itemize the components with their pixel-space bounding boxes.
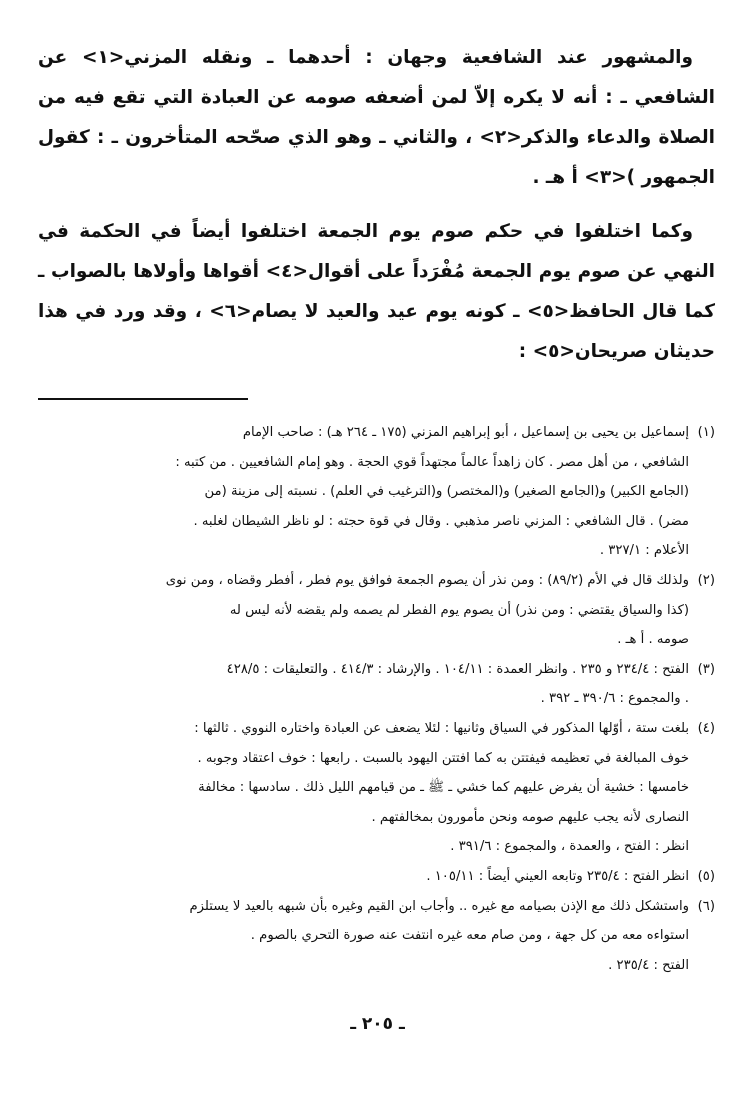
footnote-text: [38, 862, 689, 892]
footnote-line: الفتح : ٢٣٥/٤ .: [608, 957, 689, 973]
footnote-separator-wrap: [38, 398, 715, 400]
footnote-number: (٢): [697, 572, 715, 588]
footnote-text: [38, 566, 689, 655]
footnote-line: . والمجموع : ٣٩٠/٦ ـ ٣٩٢ .: [540, 691, 689, 707]
footnote-line: خوف المبالغة في تعظيمه فيفتتن به كما افتتن اليهود بالسبت . رابعها : خوف اعتقاد وجوبه .: [197, 750, 689, 766]
footnote-number: (٦): [697, 898, 715, 914]
footnote: [38, 862, 715, 892]
footnote-number: (٤): [697, 720, 715, 736]
footnote-text: [38, 418, 689, 566]
footnote-number: (٥): [697, 868, 715, 884]
paragraph-2: وكما اختلفوا في حكم صوم يوم الجمعة اختلفوا أيضاً في الحكمة في النهي عن صوم يوم الجمعة مُفْرَداً على أقوال<٤> أقواها وأولاها بالصواب ـ كما قال الحافظ<٥> ـ كونه يوم عيد والعيد لا يصام<٦> ، وقد ورد في هذا حديثان صريحان<٥> :: [38, 221, 715, 362]
footnote-line: الفتح : ٢٣٤/٤ و ٢٣٥ . وانظر العمدة : ١٠٤/١١ . والإرشاد : ٤١٤/٣ . والتعليقات : ٤٢٨/٥: [226, 661, 689, 677]
footnote-line: خامسها : خشية أن يفرض عليهم كما خشي ـ ﷺ ـ من قيامهم الليل ذلك . سادسها : مخالفة: [198, 780, 689, 796]
page-number: ـ ٢٠٥ ـ: [350, 1014, 405, 1034]
footnote-line: انظر الفتح : ٢٣٥/٤ وتابعه العيني أيضاً : ١٠٥/١١ .: [426, 868, 689, 884]
footnote-text: [38, 714, 689, 862]
footnote: [38, 892, 715, 981]
footnote-line: الأعلام : ٣٢٧/١ .: [599, 543, 689, 559]
footnote-line: صومه . أ هـ .: [617, 632, 689, 648]
footnote-line: بلغت ستة ، أوّلها المذكور في السياق وثانيها : لئلا يضعف عن العبادة واختاره النووي . ثالثها :: [194, 720, 689, 736]
footnote-text: [38, 655, 689, 714]
footnote-line: استواءه معه من كل جهة ، ومن صام معه غيره انتفت عنه صورة التحري بالصوم .: [250, 928, 689, 944]
book-page: [38, 38, 715, 1074]
footnote-number: (١): [697, 425, 715, 440]
footnote: [38, 714, 715, 862]
footnote-line: واستشكل ذلك مع الإذن بصيامه مع غيره .. وأجاب ابن القيم وغيره بأن شبهه بالعيد لا يستلزم: [189, 898, 689, 914]
footnote-line: (الجامع الكبير) و(الجامع الصغير) و(المختصر) و(الترغيب في العلم) . نسبته إلى مزينة (من: [204, 484, 689, 500]
footnote-line: الشافعي ، من أهل مصر . كان زاهداً عالماً مجتهداً قوي الحجة . وهو إمام الشافعيين . من كتبه :: [175, 454, 689, 470]
footnote-line: ولذلك قال في الأم (٨٩/٢) : ومن نذر أن يصوم الجمعة فوافق يوم فطر ، أفطر وقضاه ، ومن نوى: [165, 572, 689, 588]
footnote: [38, 655, 715, 714]
footnote: [38, 418, 715, 566]
paragraph-1: والمشهور عند الشافعية وجهان : أحدهما ـ ونقله المزني<١> عن الشافعي ـ : أنه لا يكره إلاّ لمن أضعفه صومه عن العبادة التي تقع فيه من الصلاة والدعاء والذكر<٢> ، والثاني ـ وهو الذي صحّحه المتأخرون ـ : كقول الجمهور )<٣> أ هـ .: [38, 47, 716, 188]
footnote-line: إسماعيل بن يحيى بن إسماعيل ، أبو إبراهيم المزني (١٧٥ ـ ٢٦٤ هـ) : صاحب الإمام: [242, 425, 689, 440]
main-text: [38, 38, 715, 372]
footnote-line: (كذا والسياق يقتضي : ومن نذر) أن يصوم يوم الفطر لم يصمه ولم يقضه لأنه ليس له: [229, 602, 689, 618]
footnote-separator: [38, 398, 248, 400]
footnote-line: انظر : الفتح ، والعمدة ، والمجموع : ٣٩١/٦ .: [450, 839, 689, 855]
footnote-line: مضر) . قال الشافعي : المزني ناصر مذهبي . وقال في قوة حجته : لو ناظر الشيطان لغلبه .: [193, 513, 689, 529]
footnotes: [38, 418, 715, 980]
footnote-line: النصارى لأنه يجب عليهم صومه ونحن مأمورون بمخالفتهم .: [371, 809, 689, 825]
footnote-number: (٣): [697, 661, 715, 677]
footnote: [38, 566, 715, 655]
footnote-text: [38, 892, 689, 981]
